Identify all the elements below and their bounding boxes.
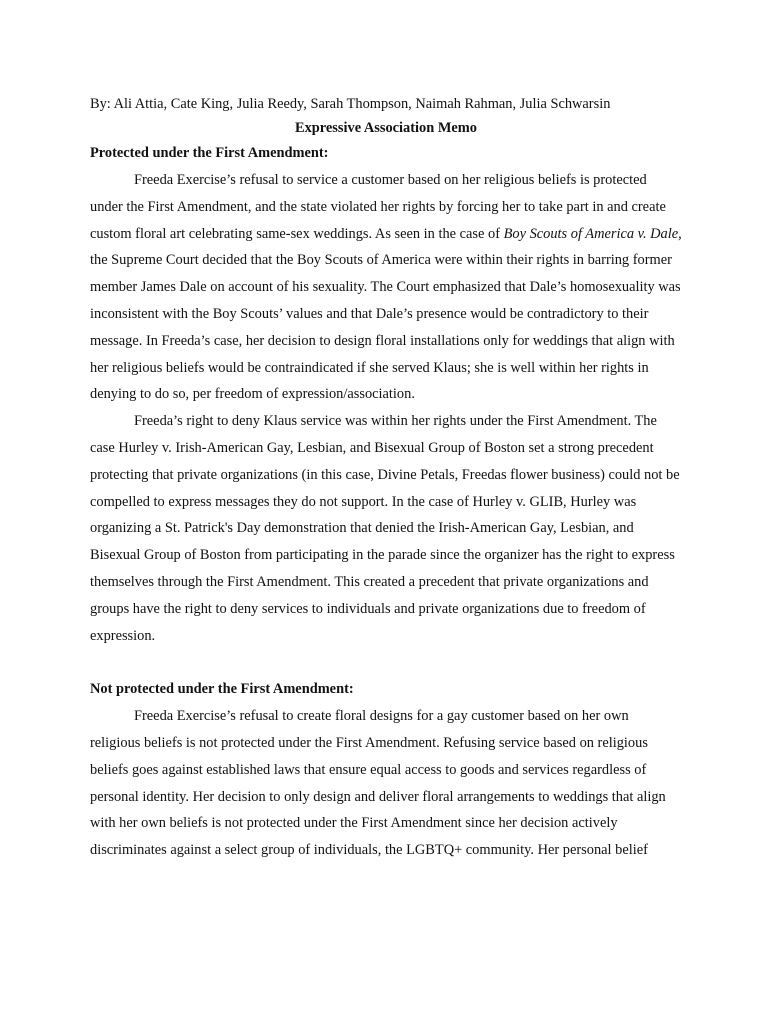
section-heading-not-protected: Not protected under the First Amendment:	[90, 681, 354, 698]
paragraph-spacer	[90, 649, 682, 676]
paragraph-protected-1	[90, 167, 682, 408]
author-line: By: Ali Attia, Cate King, Julia Reedy, Sarah Thompson, Naimah Rahman, Julia Schwarsin	[90, 96, 611, 112]
paragraph-not-protected-1: Freeda Exercise’s refusal to create floral designs for a gay customer based on her own religious beliefs is not protected under the First Amendment. Refusing service based on religious beliefs goes against established laws that ensure equal access to goods and services regardless of personal identity. Her decision to only design and deliver floral arrangements to weddings that align with her own beliefs is not protected under the First Amendment since her decision actively discriminates against a select group of individuals, the LGBTQ+ community. Her personal belief	[90, 708, 666, 859]
paragraph-protected-2: Freeda’s right to deny Klaus service was within her rights under the First Amendment. The case Hurley v. Irish-American Gay, Lesbian, and Bisexual Group of Boston set a strong precedent protecting that private organizations (in this case, Divine Petals, Freedas flower business) could not be compelled to express messages they do not support. In the case of Hurley v. GLIB, Hurley was organizing a St. Patrick's Day demonstration that denied the Irish-American Gay, Lesbian, and Bisexual Group of Boston from participating in the parade since the organizer has the right to express themselves through the First Amendment. This created a precedent that private organizations and groups have the right to deny services to individuals and private organizations due to freedom of expression.	[90, 413, 680, 644]
paragraph-text: the Supreme Court decided that the Boy Scouts of America were within their rights in barring former member James Dale on account of his sexuality. The Court emphasized that Dale’s homosexuality was inconsistent with the Boy Scouts’ values and that Dale’s presence would be contradictory to their message. In Freeda’s case, her decision to design floral installations only for weddings that align with her religious beliefs would be contraindicated if she served Klaus; she is well within her rights in denying to do so, per freedom of expression/association.	[90, 252, 681, 403]
document-body	[90, 92, 682, 864]
case-citation: Boy Scouts of America v. Dale,	[503, 225, 682, 242]
memo-title: Expressive Association Memo	[294, 120, 477, 136]
paragraph-text: Freeda Exercise’s refusal to service a customer based on her religious beliefs is protected under the First Amendment, and the state violated her rights by forcing her to take part in and create custom floral art celebrating same-sex weddings. As seen in the case of	[90, 172, 666, 242]
section-heading-protected: Protected under the First Amendment:	[90, 145, 329, 161]
